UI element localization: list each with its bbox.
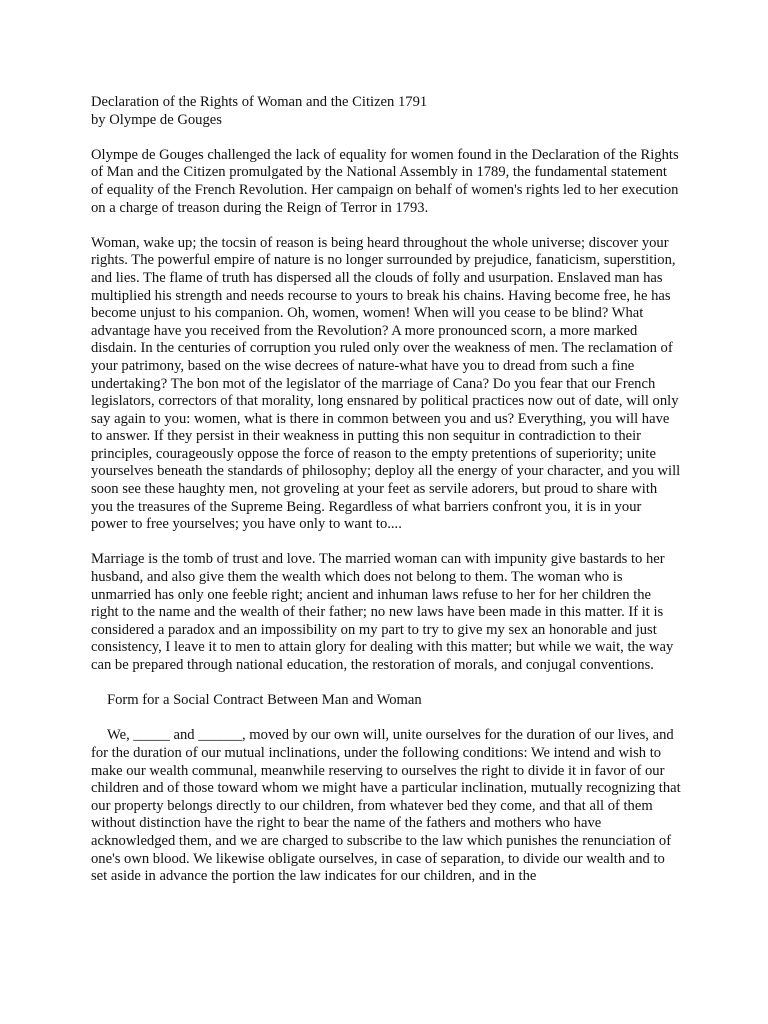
intro-paragraph: Olympe de Gouges challenged the lack of equality for women found in the Declaration of the Rights of Man and the Citizen promulgated by the National Assembly in 1789, the fundamental statement of equality of the French Revolution. Her campaign on behalf of women's rights led to her execution on a charge of treason during the Reign of Terror in 1793. (91, 146, 679, 216)
body-paragraph-woman-wake-up: Woman, wake up; the tocsin of reason is being heard throughout the whole universe; discover your rights. The powerful empire of nature is no longer surrounded by prejudice, fanaticism, superstition, and lies. The flame of truth has dispersed all the clouds of folly and usurpation. Enslaved man has multiplied his strength and needs recourse to yours to break his chains. Having become free, he has become unjust to his companion. Oh, women, women! When will you cease to be blind? What advantage have you received from the Revolution? A more pronounced scorn, a more marked disdain. In the centuries of corruption you ruled only over the weakness of men. The reclamation of your patrimony, based on the wise decrees of nature-what have you to dread from such a fine undertaking? The bon mot of the legislator of the marriage of Cana? Do you fear that our French legislators, correctors of that morality, long ensnared by political practices now out of date, will only say again to you: women, what is there in common between you and us? Everything, you will have to answer. If they persist in their weakness in putting this non sequitur in contradiction to their principles, courageously oppose the force of reason to the empty pretentions of superiority; unite yourselves beneath the standards of philosophy; deploy all the energy of your character, and you will soon see these haughty men, not groveling at your feet as servile adorers, but proud to share with you the treasures of the Supreme Being. Regardless of what barriers confront you, it is in your power to free yourselves; you have only to want to.... (91, 234, 681, 533)
document-page (91, 94, 681, 903)
section-heading: Form for a Social Contract Between Man and Woman (107, 692, 422, 709)
document-header (91, 94, 681, 129)
document-title: Declaration of the Rights of Woman and the Citizen 1791 (91, 94, 428, 110)
body-paragraph-marriage: Marriage is the tomb of trust and love. The married woman can with impunity give bastards to her husband, and also give them the wealth which does not belong to them. The woman who is unmarried has only one feeble right; ancient and inhuman laws refuse to her for her children the right to the name and the wealth of their father; no new laws have been made in this matter. If it is considered a paradox and an impossibility on my part to try to give my sex an honorable and just consistency, I leave it to men to attain glory for dealing with this matter; but while we wait, the way can be prepared through national education, the restoration of morals, and conjugal conventions. (91, 551, 674, 673)
contract-paragraph: We, _____ and ______, moved by our own will, unite ourselves for the duration of our lives, and for the duration of our mutual inclinations, under the following conditions: We intend and wish to make our wealth communal, meanwhile reserving to ourselves the right to divide it in favor of our children and of those toward whom we might have a particular inclination, mutually recognizing that our property belongs directly to our children, from whatever bed they come, and that all of them without distinction have the right to bear the name of the fathers and mothers who have acknowledged them, and we are charged to subscribe to the law which punishes the renunciation of one's own blood. We likewise obligate ourselves, in case of separation, to divide our wealth and to set aside in advance the portion the law indicates for our children, and in the (91, 727, 681, 885)
document-author: by Olympe de Gouges (91, 111, 222, 128)
